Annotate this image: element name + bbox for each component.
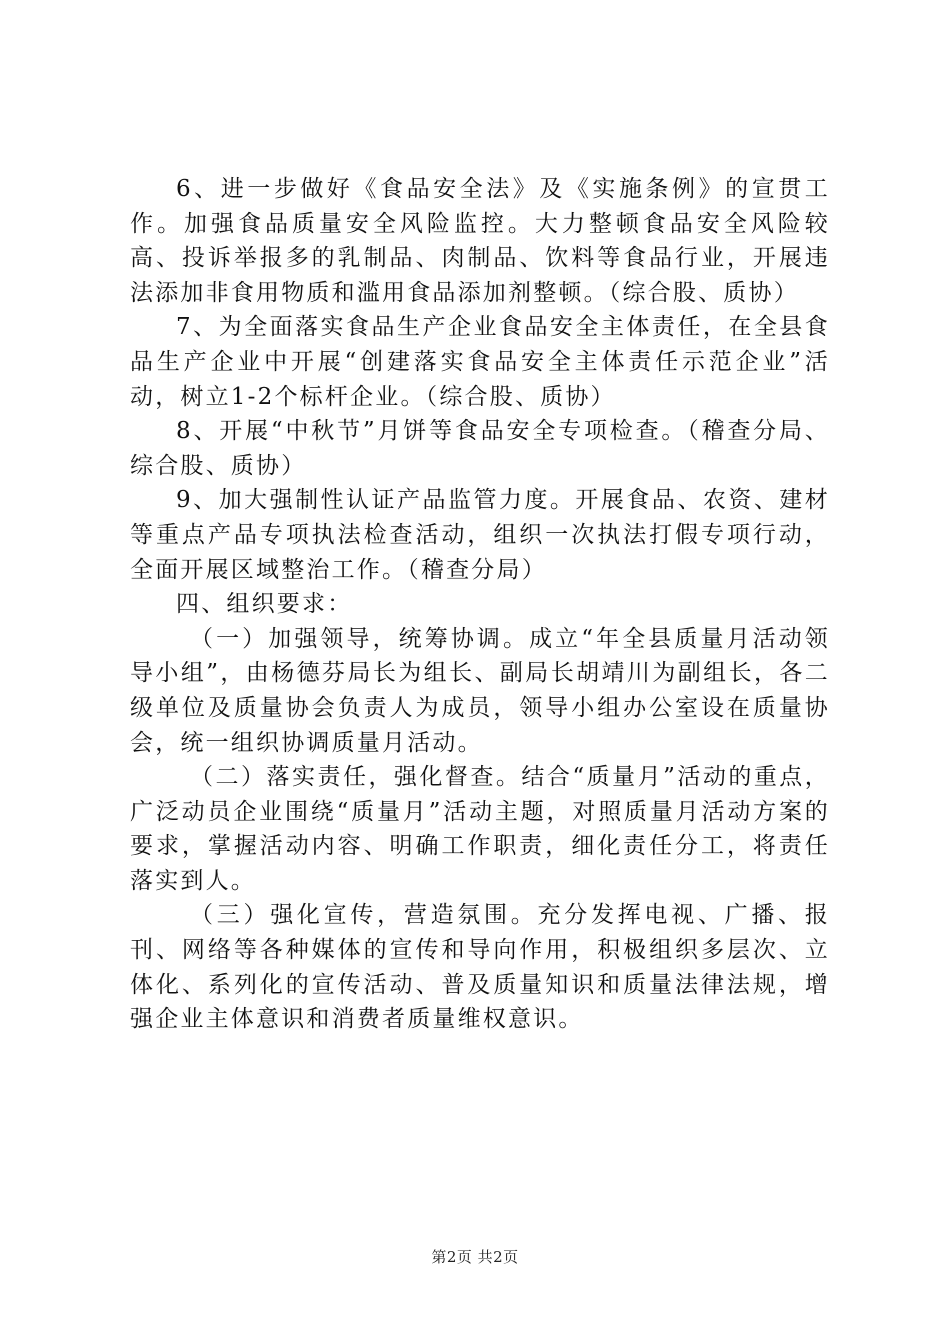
paragraph-item-6: 6、进一步做好《食品安全法》及《实施条例》的宣贯工作。加强食品质量安全风险监控。大力整顿食品安全风险较高、投诉举报多的乳制品、肉制品、饮料等食品行业，开展违法添加非食用物质和滥用食品添加剂整顿。（综合股、质协） xyxy=(130,176,830,306)
page-footer xyxy=(0,1246,950,1267)
paragraph-item-9: 9、加大强制性认证产品监管力度。开展食品、农资、建材等重点产品专项执法检查活动，组织一次执法打假专项行动，全面开展区域整治工作。（稽查分局） xyxy=(130,487,830,583)
document-body xyxy=(130,172,830,1037)
paragraph-requirement-3: （三）强化宣传，营造氛围。充分发挥电视、广播、报刊、网络等各种媒体的宣传和导向作用，积极组织多层次、立体化、系列化的宣传活动、普及质量知识和质量法律法规，增强企业主体意识和消费者质量维权意识。 xyxy=(130,902,830,1033)
paragraph-requirement-1: （一）加强领导，统筹协调。成立“年全县质量月活动领导小组”，由杨德芬局长为组长、副局长胡靖川为副组长，各二级单位及质量协会负责人为成员，领导小组办公室设在质量协会，统一组织协调质量月活动。 xyxy=(130,625,830,756)
paragraph-item-7: 7、为全面落实食品生产企业食品安全主体责任，在全县食品生产企业中开展“创建落实食品安全主体责任示范企业”活动，树立1-2个标杆企业。（综合股、质协） xyxy=(130,314,830,410)
page-number: 第2页 共2页 xyxy=(431,1248,519,1266)
paragraph-item-8: 8、开展“中秋节”月饼等食品安全专项检查。（稽查分局、综合股、质协） xyxy=(130,418,830,479)
section-heading-requirements: 四、组织要求： xyxy=(176,591,353,618)
paragraph-requirement-2: （二）落实责任，强化督查。结合“质量月”活动的重点，广泛动员企业围绕“质量月”活动主题，对照质量月活动方案的要求，掌握活动内容、明确工作职责，细化责任分工，将责任落实到人。 xyxy=(130,764,830,894)
